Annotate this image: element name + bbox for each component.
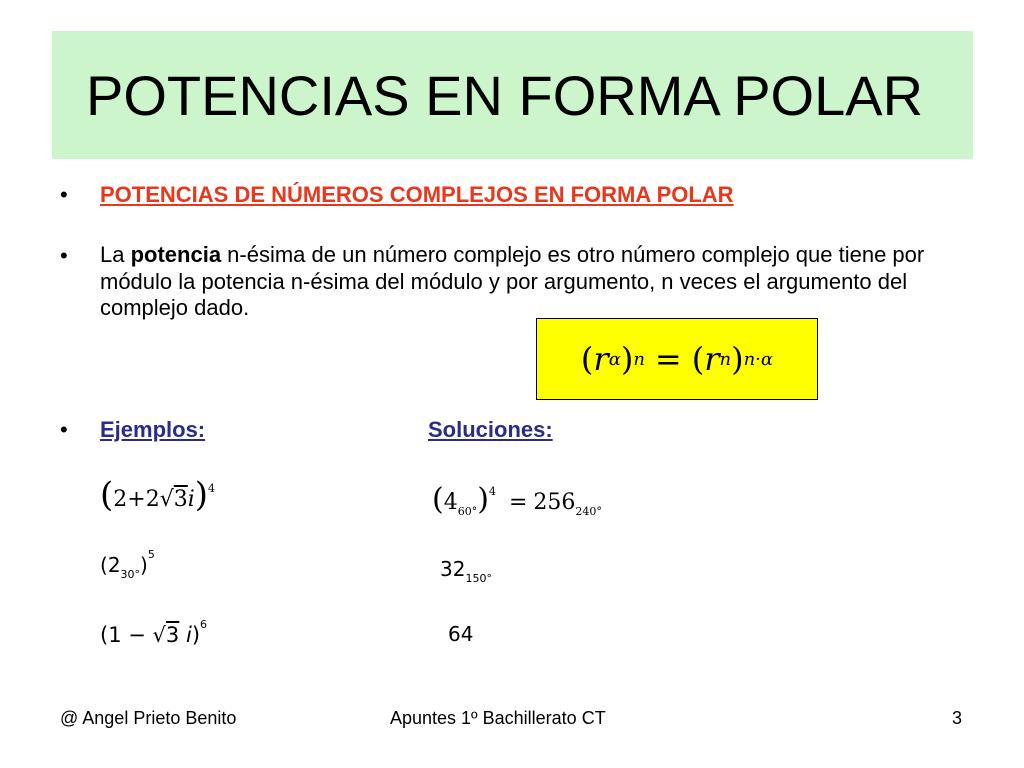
solutions-header: Soluciones: (428, 417, 553, 442)
formula-box (536, 318, 818, 400)
example-2: $(2_{30^\circ})^5$ (100, 548, 155, 581)
solution-2: $32_{150^\circ}$ (440, 557, 492, 585)
bullet-dot: • (60, 243, 68, 268)
footer-course: Apuntes 1º Bachillerato CT (390, 708, 606, 728)
definition-paragraph: La potencia n-ésima de un número complejo es otro número complejo que tiene por módulo la potencia n-ésima del módulo y por argumento, n veces el argumento del complejo dado. (100, 242, 925, 320)
example-3: (1 − √3 i)$^6$ (100, 618, 208, 647)
examples-header: Ejemplos: (100, 417, 206, 442)
slide-number: 3 (952, 708, 963, 728)
header-underline-gap (222, 416, 428, 444)
term-bold: potencia (130, 242, 222, 267)
solution-3: 64 (448, 622, 474, 646)
example-1: $(2+2√3i)^4$ (100, 475, 216, 515)
bullet-heading: POTENCIAS DE NÚMEROS COMPLEJOS EN FORMA POLAR (100, 182, 734, 207)
bullet-dot: • (60, 417, 68, 442)
footer-author: @ Angel Prieto Benito (60, 708, 237, 728)
power-formula: ( r α ) n = ( r n ) n·α (580, 340, 774, 378)
bullet-dot: • (60, 182, 68, 207)
solution-1: $(4_{60^\circ})^4 = 256_{240^\circ}$ (432, 482, 602, 518)
slide-title: POTENCIAS EN FORMA POLAR (86, 64, 924, 127)
